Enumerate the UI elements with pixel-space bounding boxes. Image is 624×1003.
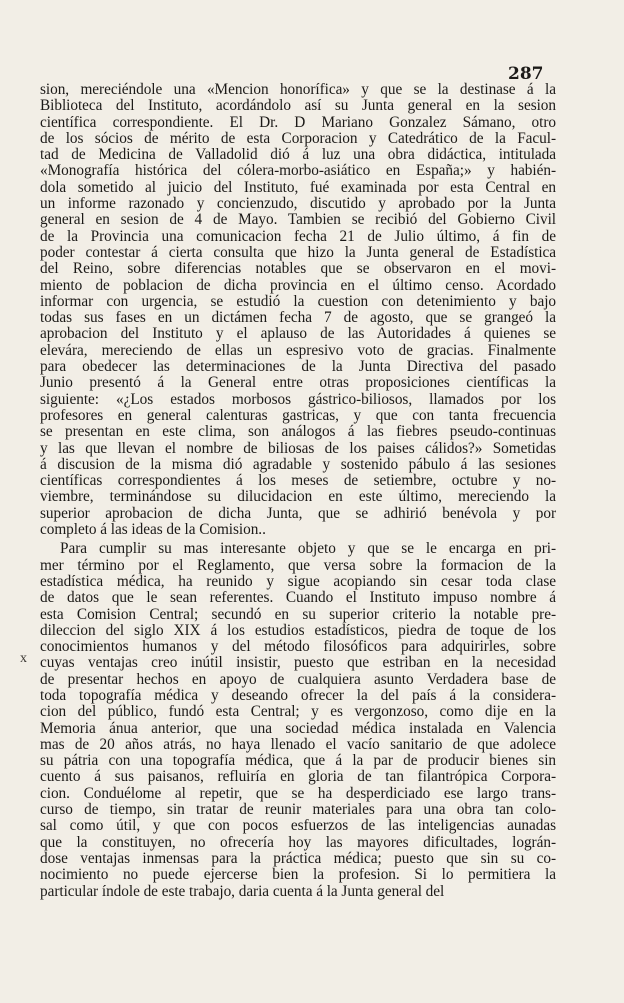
- text-line: Junio presentó á la General entre otras proposiciones científicas la: [40, 375, 556, 392]
- text-line: cuento á sus paisanos, refluiría en gloria de tan filantrópica Corpora-: [40, 769, 556, 786]
- text-line: Memoria ánua anterior, que una sociedad médica instalada en Valencia: [40, 720, 556, 737]
- text-line: cuyas ventajas creo inútil insistir, puesto que estriban en la necesidad: [40, 655, 556, 672]
- text-line: toda topografía médica y deseando ofrecer la del país á la considera-: [40, 687, 556, 704]
- text-line: particular índole de este trabajo, daria cuenta á la Junta general del: [40, 883, 445, 900]
- text-line: de datos que le sean referentes. Cuando el Instituto impuso nombre á: [40, 590, 556, 607]
- text-line: curso de tiempo, sin tratar de reunir materiales para una obra tan colo-: [40, 802, 556, 819]
- text-line: dileccion del siglo XIX á los estudios estadísticos, piedra de toque de los: [40, 622, 556, 639]
- paragraph-1: [40, 82, 556, 538]
- page-number: 287: [508, 64, 544, 84]
- text-line: sal como útil, y que con pocos esfuerzos de las inteligencias aunadas: [40, 818, 556, 835]
- text-line: general en sesion de 4 de Mayo. Tambien se recibió del Gobierno Civil: [40, 212, 556, 229]
- text-line: estadística médica, ha reunido y sigue acopiando sin cesar toda clase: [40, 573, 556, 590]
- text-line: Biblioteca del Instituto, acordándolo así su Junta general en la sesion: [40, 98, 556, 115]
- text-line: tad de Medicina de Valladolid dió á luz una obra didáctica, intitulada: [40, 147, 556, 164]
- text-line: «Monografía histórica del cólera-morbo-asiático en España;» y habién-: [40, 163, 556, 180]
- text-line: conocimientos humanos y del método filosóficos para adquirirles, sobre: [40, 639, 556, 656]
- body-text: [40, 82, 556, 900]
- text-line: científicas correspondientes á los meses de setiembre, octubre y no-: [40, 473, 556, 490]
- text-line: todas sus fases en un dictámen fecha 7 de agosto, que se grangeó la: [40, 310, 556, 327]
- text-line: mas de 20 años atrás, no haya llenado el vacío sanitario de que adolece: [40, 736, 556, 753]
- text-line: de la Provincia una comunicacion fecha 21 de Julio último, á fin de: [40, 228, 556, 245]
- text-line: cion. Conduélome al repetir, que se ha desperdiciado ese largo trans-: [40, 785, 556, 802]
- text-line: que la constituyen, no ofrecería hoy las mayores dificultades, lográn-: [40, 834, 556, 851]
- text-line: mer término por el Reglamento, que versa sobre la formacion de la: [40, 557, 556, 574]
- text-line: siguiente: «¿Los estados morbosos gástrico-biliosos, llamados por los: [40, 391, 556, 408]
- text-line: para obedecer las determinaciones de la Junta Directiva del pasado: [40, 359, 556, 376]
- text-line: del Reino, sobre diferencias notables que se observaron en el movi-: [40, 261, 556, 278]
- text-line: esta Comision Central; secundó en su superior criterio la notable pre-: [40, 606, 556, 623]
- text-line: de los sócios de mérito de esta Corporacion y Catedrático de la Facul-: [40, 130, 556, 147]
- text-line: se presentan en este clima, son análogos á las fiebres pseudo-continuas: [40, 424, 556, 441]
- text-line: superior aprobacion de dicha Junta, que se adhirió benévola y por: [40, 505, 556, 522]
- text-line: dola sometido al juicio del Instituto, fué examinada por esta Central en: [40, 179, 556, 196]
- text-line: cion del público, fundó esta Central; y es vergonzoso, como dije en la: [40, 704, 556, 721]
- text-line: y las que llevan el nombre de biliosas de los paises cálidos?» Sometidas: [40, 440, 556, 457]
- text-line: su pátria con una topografía médica, que á la par de producir bienes sin: [40, 753, 556, 770]
- text-line: de presentar hechos en apoyo de cualquiera asunto Verdadera base de: [40, 671, 556, 688]
- text-line: nocimiento no puede ejercerse bien la profesion. Si lo permitiera la: [40, 867, 556, 884]
- paragraph-2: [40, 541, 556, 900]
- text-line: sion, mereciéndole una «Mencion honorífica» y que se la destinase á la: [40, 82, 556, 98]
- text-line: completo á las ideas de la Comision..: [40, 522, 266, 539]
- text-line: dose ventajas inmensas para la práctica médica; puesto que sin su co-: [40, 850, 556, 867]
- text-line: aprobacion del Instituto y el aplauso de las Autoridades á quienes se: [40, 326, 556, 343]
- text-line: un informe razonado y concienzudo, discutido y aprobado por la Junta: [40, 196, 556, 213]
- text-line: elevára, mereciendo de ellas un espresivo voto de gracias. Finalmente: [40, 342, 556, 359]
- text-line: científica correspondiente. El Dr. D Mariano Gonzalez Sámano, otro: [40, 114, 556, 131]
- text-line: profesores en general calenturas gastricas, y que con tanta frecuencia: [40, 407, 556, 424]
- text-line: á discusion de la misma dió agradable y sostenido pábulo á las sesiones: [40, 456, 556, 473]
- text-line: viembre, terminándose su dilucidacion en este último, mereciendo la: [40, 489, 556, 506]
- text-line: miento de poblacion de dicha provincia en el último censo. Acordado: [40, 277, 556, 294]
- text-line: Para cumplir su mas interesante objeto y que se le encarga en pri-: [60, 541, 556, 558]
- margin-mark: x: [20, 651, 27, 666]
- text-line: poder contestar á cierta consulta que hizo la Junta general de Estadística: [40, 244, 556, 261]
- text-line: informar con urgencia, se estudió la cuestion con detenimiento y bajo: [40, 293, 556, 310]
